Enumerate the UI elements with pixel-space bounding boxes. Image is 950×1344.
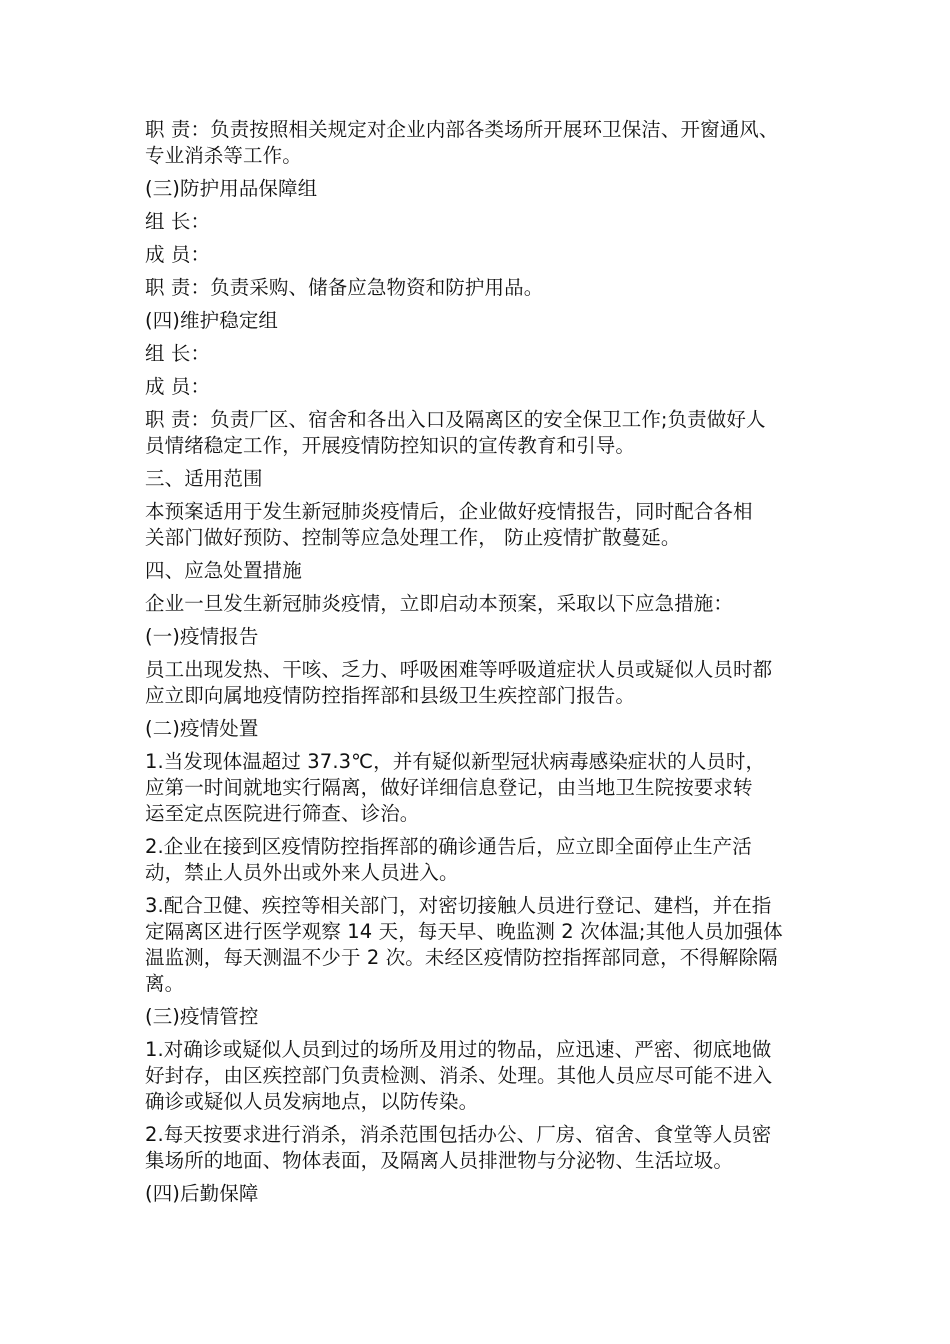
paragraph [145,374,820,400]
text-line: (一)疫情报告 [145,625,259,648]
text-line: 四、应急处置措施 [145,559,302,582]
text-line: 应立即向属地疫情防控指挥部和县级卫生疾控部门报告。 [145,684,636,707]
text-line: 运至定点医院进行筛查、诊治。 [145,802,420,825]
paragraph [145,1004,820,1030]
paragraph [145,558,820,584]
text-line: 职 责：负责厂区、宿舍和各出入口及隔离区的安全保卫工作;负责做好人 [145,408,766,431]
paragraph [145,1037,820,1115]
paragraph [145,341,820,367]
text-line: 定隔离区进行医学观察 14 天，每天早、晚监测 2 次体温;其他人员加强体 [145,920,783,943]
paragraph [145,591,820,617]
paragraph [145,407,820,459]
paragraph [145,624,820,650]
text-line: 职 责：负责采购、储备应急物资和防护用品。 [145,276,544,299]
text-line: (四)维护稳定组 [145,309,279,332]
paragraph [145,466,820,492]
text-line: 温监测，每天测温不少于 2 次。未经区疫情防控指挥部同意，不得解除隔 [145,946,778,969]
paragraph [145,657,820,709]
text-line: 关部门做好预防、控制等应急处理工作， 防止疫情扩散蔓延。 [145,526,681,549]
text-line: (三)防护用品保障组 [145,177,318,200]
paragraph [145,1122,820,1174]
text-line: 2.企业在接到区疫情防控指挥部的确诊通告后，应立即全面停止生产活 [145,835,752,858]
text-line: 职 责：负责按照相关规定对企业内部各类场所开展环卫保洁、开窗通风、 [145,118,779,141]
paragraph [145,499,820,551]
text-line: 集场所的地面、物体表面，及隔离人员排泄物与分泌物、生活垃圾。 [145,1149,734,1172]
text-line: 1.当发现体温超过 37.3℃，并有疑似新型冠状病毒感染症状的人员时， [145,750,766,773]
text-line: (四)后勤保障 [145,1182,259,1205]
text-line: 三、适用范围 [145,467,263,490]
paragraph [145,275,820,301]
paragraph [145,749,820,827]
text-line: 成 员： [145,375,211,398]
text-line: 好封存，由区疾控部门负责检测、消杀、处理。其他人员应尽可能不进入 [145,1064,773,1087]
text-line: (三)疫情管控 [145,1005,259,1028]
paragraph [145,176,820,202]
text-line: 确诊或疑似人员发病地点，以防传染。 [145,1090,479,1113]
text-line: 3.配合卫健、疾控等相关部门，对密切接触人员进行登记、建档，并在指 [145,894,772,917]
text-line: 员情绪稳定工作，开展疫情防控知识的宣传教育和引导。 [145,434,636,457]
text-line: 成 员： [145,243,211,266]
text-line: 1.对确诊或疑似人员到过的场所及用过的物品，应迅速、严密、彻底地做 [145,1038,772,1061]
paragraph [145,1181,820,1207]
text-line: 2.每天按要求进行消杀，消杀范围包括办公、厂房、宿舍、食堂等人员密 [145,1123,772,1146]
paragraph [145,209,820,235]
document-page [145,117,820,1214]
text-line: 动，禁止人员外出或外来人员进入。 [145,861,459,884]
text-line: 本预案适用于发生新冠肺炎疫情后，企业做好疫情报告，同时配合各相 [145,500,753,523]
paragraph [145,716,820,742]
text-line: 应第一时间就地实行隔离，做好详细信息登记，由当地卫生院按要求转 [145,776,753,799]
paragraph [145,893,820,997]
text-line: 组 长： [145,342,211,365]
text-line: 组 长： [145,210,211,233]
text-line: 离。 [145,972,185,995]
paragraph [145,117,820,169]
text-line: 企业一旦发生新冠肺炎疫情，立即启动本预案，采取以下应急措施： [145,592,734,615]
text-line: (二)疫情处置 [145,717,259,740]
paragraph [145,242,820,268]
text-line: 专业消杀等工作。 [145,144,302,167]
paragraph [145,308,820,334]
text-line: 员工出现发热、干咳、乏力、呼吸困难等呼吸道症状人员或疑似人员时都 [145,658,773,681]
paragraph [145,834,820,886]
